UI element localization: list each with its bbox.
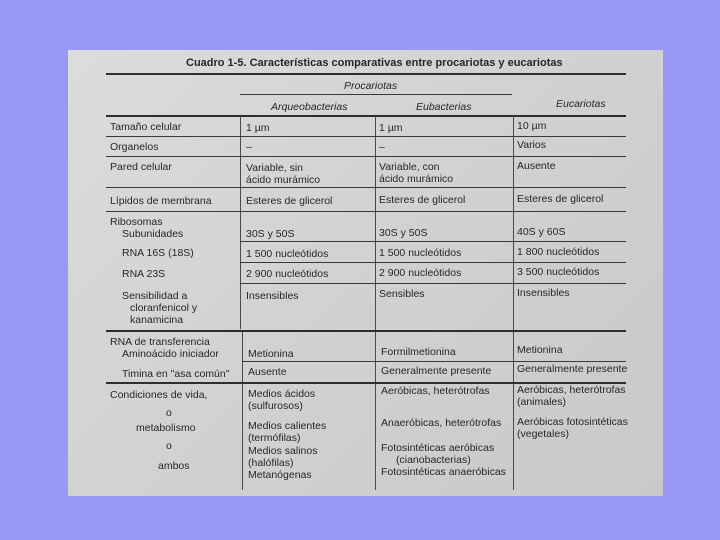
cell-euca: Ausente — [517, 160, 556, 172]
cell-euca: Aeróbicas, heterótrofas — [517, 384, 626, 396]
row-label: cloranfenicol y — [130, 302, 198, 314]
cell-eubac: Generalmente presente — [381, 365, 492, 377]
row-label: Pared celular — [110, 161, 172, 173]
row-label: Lípidos de membrana — [110, 195, 212, 207]
cell-arqueo: Variable, sin — [246, 162, 304, 174]
cell-eubac: Aeróbicas, heterótrofas — [381, 385, 490, 397]
cell-euca: Insensibles — [517, 287, 570, 299]
cell-arqueo: Ausente — [248, 366, 287, 378]
cell-arqueo: 1 500 nucleótidos — [246, 248, 329, 260]
header-rule — [106, 115, 626, 117]
row-label: RNA de transferencia — [110, 336, 210, 348]
cell-eubac: Anaeróbicas, heterótrofas — [381, 417, 502, 429]
document-photo — [68, 50, 663, 496]
row-label: Condiciones de vida, — [110, 389, 208, 401]
cell-euca: 40S y 60S — [517, 226, 566, 238]
cell-eubac: Sensibles — [379, 288, 425, 300]
cell-arqueo: Medios calientes — [248, 420, 327, 432]
cell-eubac: Formilmetionina — [381, 346, 456, 358]
row-label: Tamaño celular — [110, 121, 182, 133]
row-label: Subunidades — [122, 228, 184, 240]
row-label: RNA 16S (18S) — [122, 247, 194, 259]
row-label: Organelos — [110, 141, 159, 153]
cell-eubac: – — [379, 141, 385, 153]
cell-arqueo: Insensibles — [246, 290, 299, 302]
cell-arqueo: (halófilas) — [248, 457, 294, 469]
cell-euca: Aeróbicas fotosintéticas — [517, 416, 628, 428]
cell-eubac: Variable, con — [379, 161, 440, 173]
header-arqueobacterias: Arqueobacterias — [271, 101, 348, 113]
row-label: Timina en "asa común" — [122, 368, 230, 380]
cell-euca: Varios — [517, 139, 546, 151]
cell-arqueo: (sulfurosos) — [248, 400, 303, 412]
cell-eubac: 30S y 50S — [379, 227, 428, 239]
cell-arqueo: (termófilas) — [248, 432, 301, 444]
table-title: Cuadro 1-5. Características comparativas entre procariotas y eucariotas — [186, 57, 563, 69]
cell-arqueo: 2 900 nucleótidos — [246, 268, 329, 280]
cell-euca: (vegetales) — [517, 428, 569, 440]
cell-arqueo: ácido murámico — [246, 174, 321, 186]
row-label: o — [166, 440, 172, 452]
header-eucariotas: Eucariotas — [556, 98, 606, 110]
cell-eubac: 1 µm — [379, 122, 403, 134]
cell-eubac: 1 500 nucleótidos — [379, 247, 462, 259]
cell-eubac: Fotosintéticas anaeróbicas — [381, 466, 506, 478]
row-label: kanamicina — [130, 314, 184, 326]
procariotas-underline — [240, 94, 512, 95]
cell-arqueo: 30S y 50S — [246, 228, 295, 240]
row-sep — [106, 211, 626, 212]
header-procariotas: Procariotas — [344, 80, 398, 92]
row-label: o — [166, 407, 172, 419]
cell-arqueo: Esteres de glicerol — [246, 195, 333, 207]
row-sep — [240, 283, 626, 284]
cell-euca: 1 800 nucleótidos — [517, 246, 600, 258]
cell-eubac: Fotosintéticas aeróbicas — [381, 442, 495, 454]
row-label: RNA 23S — [122, 268, 166, 280]
cell-euca: Metionina — [517, 344, 563, 356]
top-rule — [106, 73, 626, 75]
header-eubacterias: Eubacterias — [416, 101, 472, 113]
cell-arqueo: Medios salinos — [248, 445, 318, 457]
cell-euca: 10 µm — [517, 120, 547, 132]
cell-euca: (animales) — [517, 396, 567, 408]
cell-arqueo: – — [246, 141, 252, 153]
cell-euca: Generalmente presente — [517, 363, 628, 375]
cell-euca: 3 500 nucleótidos — [517, 266, 600, 278]
row-sep — [106, 156, 626, 157]
col-divider-2 — [375, 116, 376, 490]
row-label: Sensibilidad a — [122, 290, 188, 302]
row-sep — [106, 187, 626, 188]
row-sep — [242, 361, 626, 362]
row-sep — [106, 136, 626, 137]
col-divider-3 — [513, 116, 514, 490]
col-divider-1a — [240, 116, 241, 329]
cell-arqueo: Metanógenas — [248, 469, 312, 481]
row-sep — [240, 262, 626, 263]
row-label: Ribosomas — [110, 216, 163, 228]
cell-eubac: Esteres de glicerol — [379, 194, 466, 206]
cell-eubac: ácido murámico — [379, 173, 454, 185]
row-label: ambos — [158, 460, 190, 472]
cell-euca: Esteres de glicerol — [517, 193, 604, 205]
cell-arqueo: Medios ácidos — [248, 388, 316, 400]
cell-arqueo: 1 µm — [246, 122, 270, 134]
cell-arqueo: Metionina — [248, 348, 294, 360]
row-label: metabolismo — [136, 422, 196, 434]
col-divider-1b — [242, 332, 243, 490]
row-label: Aminoácido iniciador — [122, 348, 219, 360]
cell-eubac: (cianobacterias) — [396, 454, 471, 466]
section-rule — [106, 330, 626, 332]
cell-eubac: 2 900 nucleótidos — [379, 267, 462, 279]
row-sep — [240, 241, 626, 242]
